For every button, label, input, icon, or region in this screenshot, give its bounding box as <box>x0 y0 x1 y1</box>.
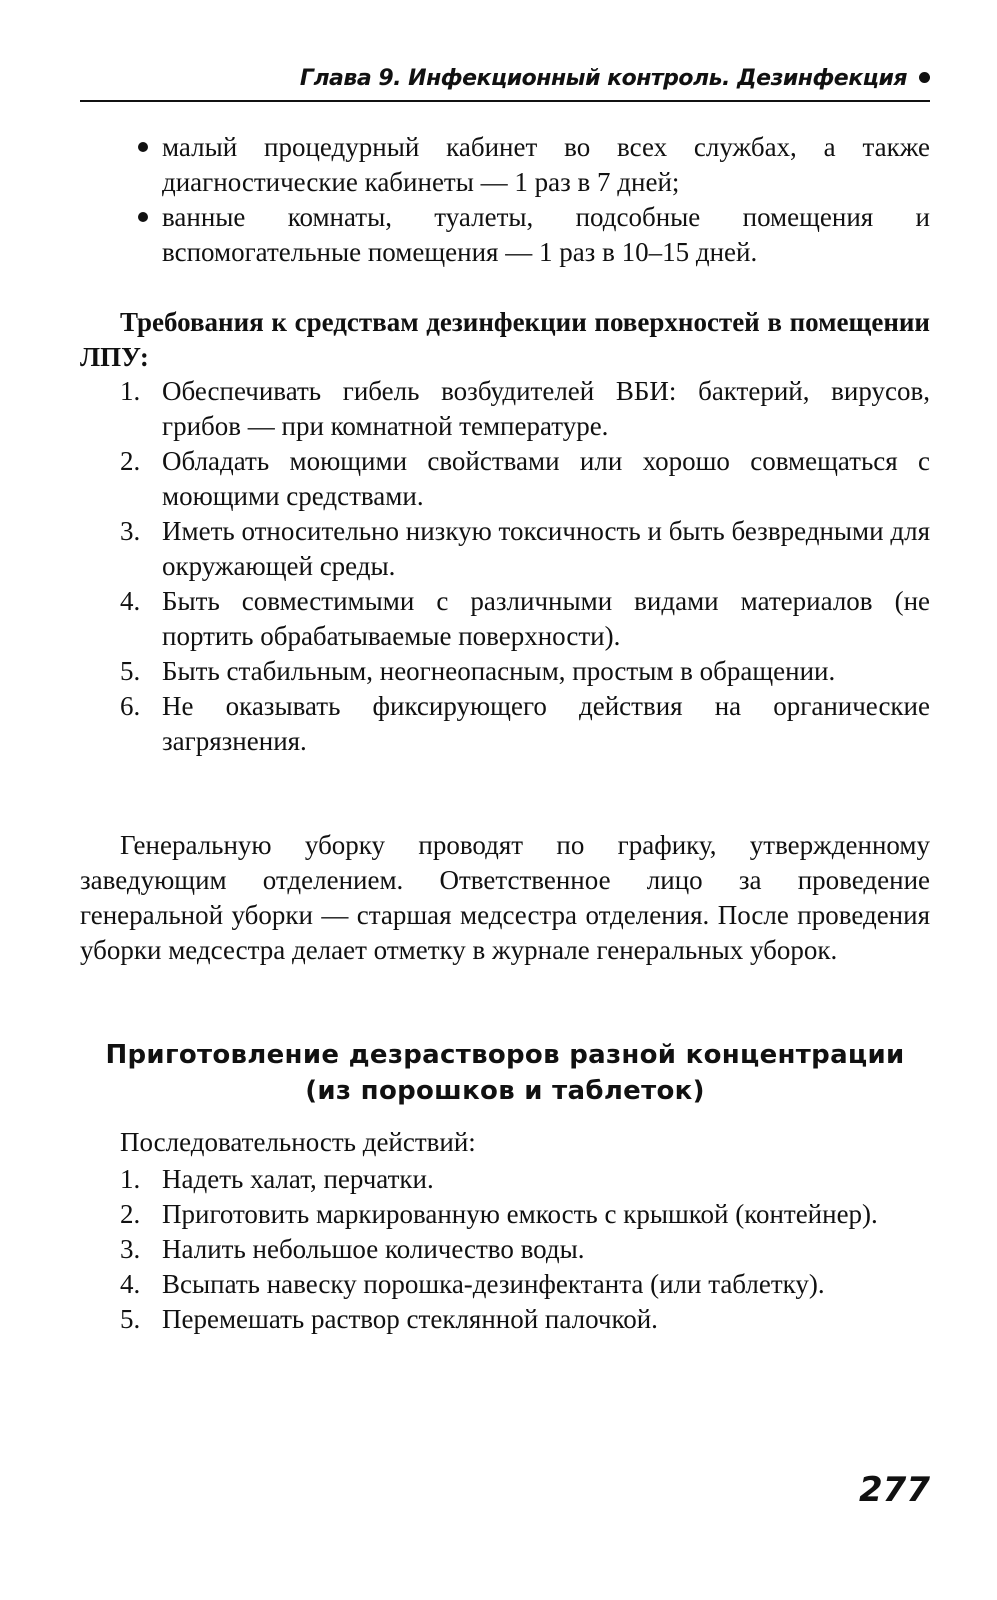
bullet-dot-icon <box>919 72 930 83</box>
steps-list <box>80 1162 930 1337</box>
list-item-text: малый процедурный кабинет во всех службах, а также диагностические кабинеты — 1 раз в 7 дней; <box>162 132 930 197</box>
list-item-text: Обеспечивать гибель возбудителей ВБИ: бактерий, вирусов, грибов — при комнатной температуре. <box>162 376 930 441</box>
bullet-icon <box>138 212 148 222</box>
list-item <box>80 1162 930 1197</box>
list-item <box>80 689 930 759</box>
list-item <box>80 444 930 514</box>
bullet-icon <box>138 142 148 152</box>
list-item-text: Налить небольшое количество воды. <box>162 1234 585 1264</box>
list-item-text: Всыпать навеску порошка-дезинфектанта (или таблетку). <box>162 1269 825 1299</box>
item-number: 2. <box>120 1199 141 1229</box>
running-title: Глава 9. Инфекционный контроль. Дезинфекция <box>299 66 907 91</box>
list-item <box>80 374 930 444</box>
requirements-heading: Требования к средствам дезинфекции поверхностей в помещении ЛПУ: <box>80 307 930 372</box>
item-number: 3. <box>120 516 141 546</box>
item-number: 5. <box>120 1304 141 1334</box>
section-title <box>80 1037 930 1109</box>
list-item-text: Приготовить маркированную емкость с крышкой (контейнер). <box>162 1199 878 1229</box>
section-title-line: (из порошков и таблеток) <box>305 1076 705 1106</box>
bullet-list <box>80 130 930 270</box>
list-item <box>80 1232 930 1267</box>
list-item <box>80 654 930 689</box>
list-item-text: Перемешать раствор стеклянной палочкой. <box>162 1304 658 1334</box>
section-title-line: Приготовление дезрастворов разной концентрации <box>105 1040 905 1070</box>
item-number: 4. <box>120 586 141 616</box>
item-number: 6. <box>120 691 141 721</box>
item-number: 3. <box>120 1234 141 1264</box>
item-number: 2. <box>120 446 141 476</box>
item-number: 5. <box>120 656 141 686</box>
item-number: 1. <box>120 376 141 406</box>
list-item-text: Иметь относительно низкую токсичность и быть безвредными для окружающей среды. <box>162 516 930 581</box>
list-item-text: Быть стабильным, неогнеопасным, простым в обращении. <box>162 656 836 686</box>
list-item <box>80 1267 930 1302</box>
list-item <box>80 584 930 654</box>
list-item <box>80 514 930 584</box>
list-item-text: Быть совместимыми с различными видами материалов (не портить обрабатываемые поверхности). <box>162 586 930 651</box>
page-number: 277 <box>859 1470 930 1510</box>
steps-intro: Последовательность действий: <box>120 1127 476 1157</box>
list-item <box>80 1302 930 1337</box>
list-item-text: Не оказывать фиксирующего действия на органические загрязнения. <box>162 691 930 756</box>
running-header <box>80 62 930 102</box>
list-item <box>80 1197 930 1232</box>
cleaning-paragraph: Генеральную уборку проводят по графику, утвержденному заведующим отделением. Ответственное лицо за проведение генеральной уборки — старшая медсестра отделения. После проведения уборки медсестра делает отметку в журнале генеральных уборок. <box>80 830 930 965</box>
list-item <box>80 200 930 270</box>
list-item-text: Обладать моющими свойствами или хорошо совмещаться с моющими средствами. <box>162 446 930 511</box>
book-page <box>80 0 930 1600</box>
list-item <box>80 130 930 200</box>
requirements-list <box>80 374 930 759</box>
item-number: 1. <box>120 1164 141 1194</box>
list-item-text: ванные комнаты, туалеты, подсобные помещения и вспомогательные помещения — 1 раз в 10–15 дней. <box>162 202 930 267</box>
list-item-text: Надеть халат, перчатки. <box>162 1164 434 1194</box>
item-number: 4. <box>120 1269 141 1299</box>
